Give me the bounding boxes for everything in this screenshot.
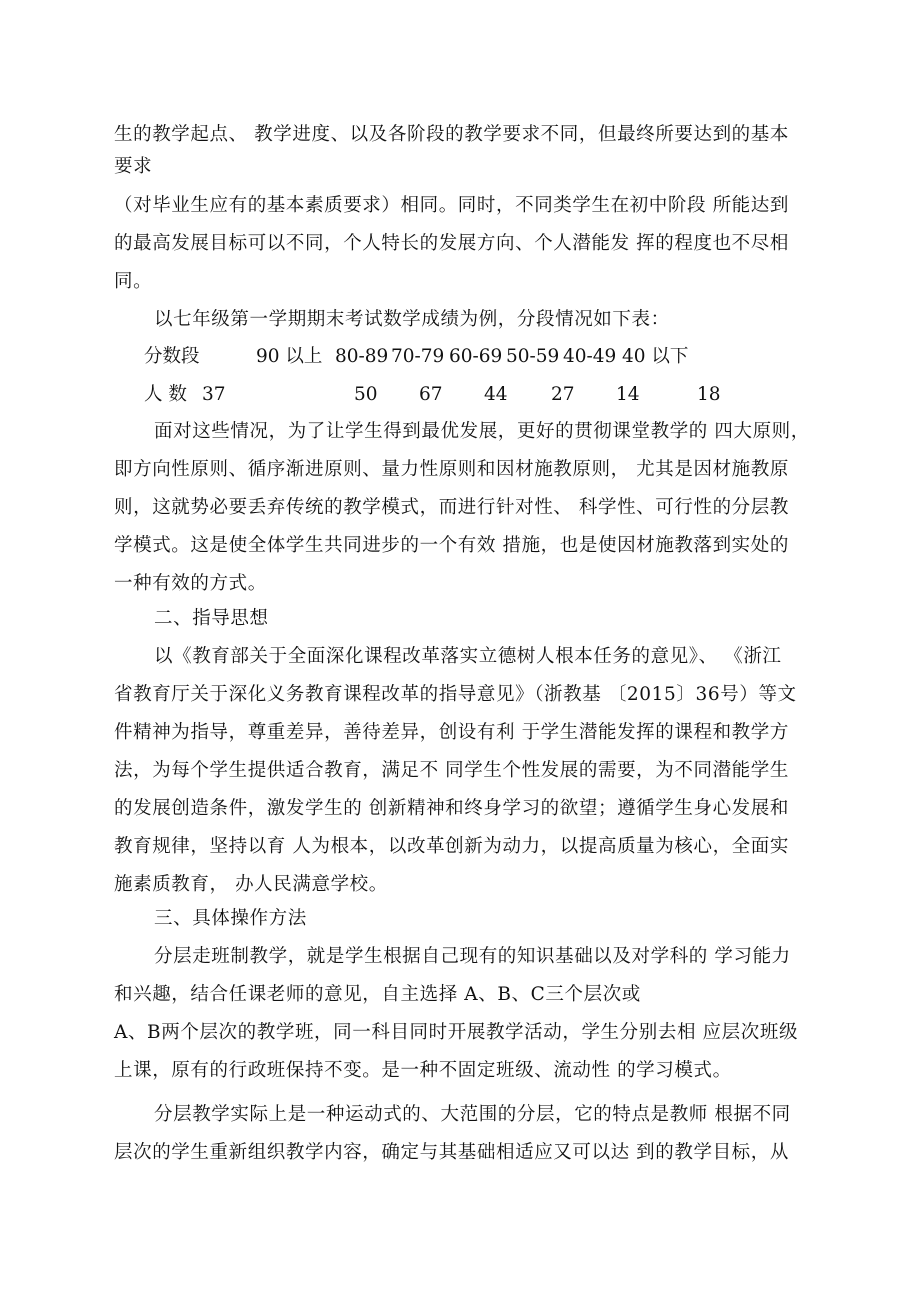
score-range: 40-49 — [563, 346, 617, 367]
student-count: 18 — [697, 384, 721, 405]
section-heading-guiding-ideas: 二、指导思想 — [154, 608, 269, 629]
score-range-label: 分数段 — [144, 346, 200, 367]
paragraph-1-line-1: 生的教学起点、 教学进度、以及各阶段的教学要求不同，但最终所要达到的基本 — [114, 124, 789, 145]
paragraph-3-line-3: 则，这就势必要丢弃传统的教学模式，而进行针对性、 科学性、可行性的分层教 — [114, 497, 789, 518]
student-count: 37 — [202, 384, 226, 405]
paragraph-3-line-4: 学模式。这是使全体学生共同进步的一个有效 措施，也是使因材施教落到实处的 — [114, 535, 789, 556]
paragraph-6-line-1: 分层教学实际上是一种运动式的、大范围的分层，它的特点是教师 根据不同 — [154, 1104, 791, 1125]
paragraph-4-line-6: 教育规律，坚持以育 人为根本，以改革创新为动力，以提高质量为核心，全面实 — [114, 836, 789, 857]
score-range: 90 以上 — [256, 346, 323, 367]
paragraph-3-line-2: 即方向性原则、循序渐进原则、量力性原则和因材施教原则， 尤其是因材施教原 — [114, 459, 789, 480]
paragraph-3-line-1: 面对这些情况，为了让学生得到最优发展，更好的贯彻课堂教学的 四大原则， — [154, 421, 810, 442]
score-range: 40 以下 — [622, 346, 689, 367]
paragraph-4-line-7: 施素质教育， 办人民满意学校。 — [114, 874, 388, 895]
score-range: 70-79 — [391, 346, 445, 367]
paragraph-1-line-3: （对毕业生应有的基本素质要求）相同。同时，不同类学生在初中阶段 所能达到 — [114, 195, 789, 216]
student-count: 27 — [551, 384, 575, 405]
paragraph-1-line-2: 要求 — [114, 156, 153, 177]
paragraph-5-line-4: 上课，原有的行政班保持不变。是一种不固定班级、流动性 的学习模式。 — [114, 1060, 732, 1081]
student-count: 67 — [419, 384, 443, 405]
paragraph-4-line-3: 件精神为指导，尊重差异，善待差异，创设有利 于学生潜能发挥的课程和教学方 — [114, 722, 789, 743]
paragraph-2-line-1: 以七年级第一学期期末考试数学成绩为例，分段情况如下表： — [154, 309, 670, 330]
paragraph-6-line-2: 层次的学生重新组织教学内容，确定与其基础相适应又可以达 到的教学目标，从 — [114, 1142, 789, 1163]
student-count: 44 — [484, 384, 508, 405]
paragraph-4-line-5: 的发展创造条件，激发学生的 创新精神和终身学习的欲望；遵循学生身心发展和 — [114, 798, 789, 819]
paragraph-3-line-5: 一种有效的方式。 — [114, 573, 267, 594]
paragraph-4-line-2: 省教育厅关于深化义务教育课程改革的指导意见》（浙教基 〔2015〕36号）等文 — [114, 684, 797, 705]
score-range: 60-69 — [449, 346, 503, 367]
section-heading-specific-methods: 三、具体操作方法 — [154, 908, 307, 929]
paragraph-5-line-2: 和兴趣，结合任课老师的意见，自主选择 A、B、C三个层次或 — [114, 984, 641, 1005]
score-range: 80-89 — [335, 346, 389, 367]
student-count-label: 人 数 — [144, 384, 187, 405]
paragraph-5-line-1: 分层走班制教学，就是学生根据自己现有的知识基础以及对学科的 学习能力 — [154, 946, 791, 967]
paragraph-5-line-3: A、B两个层次的教学班，同一科目同时开展教学活动，学生分别去相 应层次班级 — [114, 1022, 799, 1043]
paragraph-4-line-1: 以《教育部关于全面深化课程改革落实立德树人根本任务的意见》、 《浙江 — [154, 646, 782, 667]
paragraph-1-line-5: 同。 — [114, 271, 153, 292]
paragraph-4-line-4: 法，为每个学生提供适合教育，满足不 同学生个性发展的需要，为不同潜能学生 — [114, 760, 789, 781]
score-range: 50-59 — [506, 346, 560, 367]
student-count: 14 — [616, 384, 640, 405]
student-count: 50 — [354, 384, 378, 405]
paragraph-1-line-4: 的最高发展目标可以不同，个人特长的发展方向、个人潜能发 挥的程度也不尽相 — [114, 233, 789, 254]
